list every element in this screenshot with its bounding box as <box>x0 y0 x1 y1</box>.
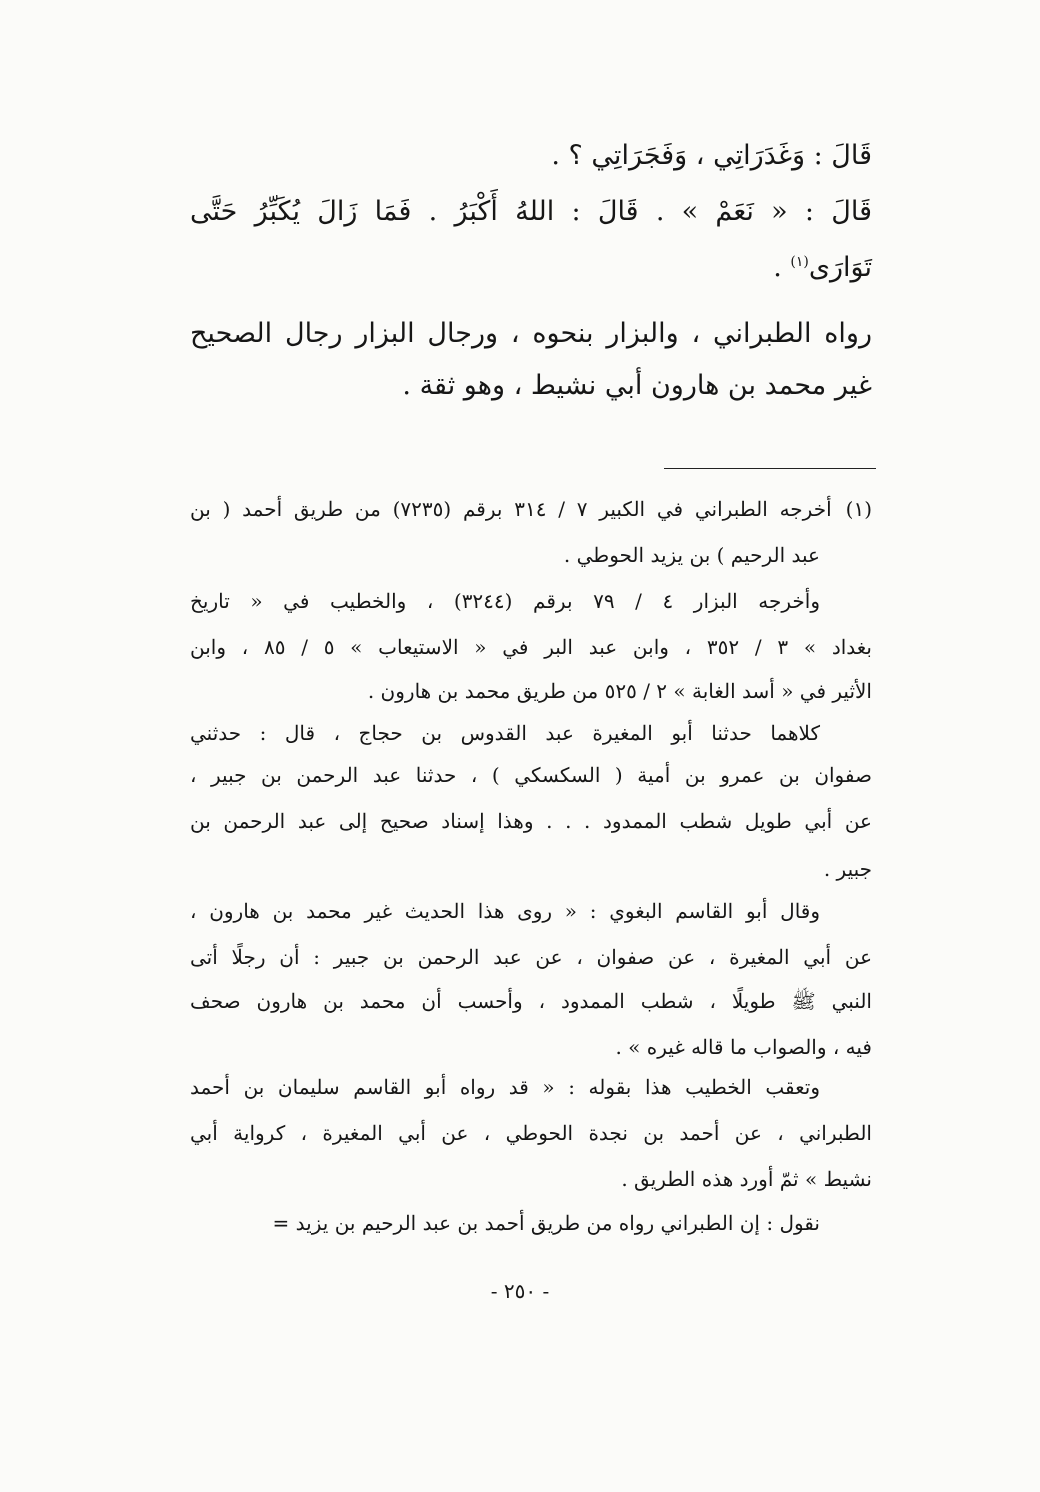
main-text-line-3-end: . <box>773 252 791 283</box>
footnote-line-17-text: نقول : إن الطبراني رواه من طريق أحمد بن عبد الرحيم بن يزيد <box>295 1211 820 1235</box>
main-text-line-2: قَالَ : « نَعَمْ » . قَالَ : اللهُ أَكْبَرُ . فَمَا زَالَ يُكَبِّرُ حَتَّى <box>190 196 872 227</box>
footnote-line-16: نشيط » ثمّ أورد هذه الطريق . <box>621 1167 872 1191</box>
continuation-mark: = <box>272 1211 290 1235</box>
footnote-line-15: الطبراني ، عن أحمد بن نجدة الحوطي ، عن أبي المغيرة ، كرواية أبي <box>190 1121 872 1145</box>
footnote-line-4: بغداد » ٣ / ٣٥٢ ، وابن عبد البر في « الاستيعاب » ٥ / ٨٥ ، وابن <box>190 635 872 659</box>
footnote-line-13: فيه ، والصواب ما قاله غيره » . <box>615 1035 872 1059</box>
footnote-line-10: وقال أبو القاسم البغوي : « روى هذا الحديث غير محمد بن هارون ، <box>190 899 820 923</box>
footnote-line-6: كلاهما حدثنا أبو المغيرة عبد القدوس بن حجاج ، قال : حدثني <box>190 721 820 745</box>
main-text-line-4: رواه الطبراني ، والبزار بنحوه ، ورجال البزار رجال الصحيح <box>190 318 872 349</box>
footnote-marker: (١) <box>845 497 872 521</box>
footnote-reference: (١) <box>790 254 809 270</box>
footnote-separator <box>664 468 876 469</box>
main-text-line-5: غير محمد بن هارون أبي نشيط ، وهو ثقة . <box>402 370 872 401</box>
footnote-line-8: عن أبي طويل شطب الممدود . . . وهذا إسناد صحيح إلى عبد الرحمن بن <box>190 809 872 833</box>
main-text-line-1: قَالَ : وَغَدَرَاتِي ، وَفَجَرَاتِي ؟ . <box>551 140 872 171</box>
footnote-line-14: وتعقب الخطيب هذا بقوله : « قد رواه أبو القاسم سليمان بن أحمد <box>190 1075 820 1099</box>
footnote-line-5: الأثير في « أسد الغابة » ٢ / ٥٢٥ من طريق محمد بن هارون . <box>367 679 872 703</box>
main-text-line-3-word: تَوَارَى <box>808 252 872 283</box>
footnote-line-3: وأخرجه البزار ٤ / ٧٩ برقم (٣٢٤٤) ، والخطيب في « تاريخ <box>190 589 821 613</box>
footnote-line-2: عبد الرحيم ) بن يزيد الحوطي . <box>563 543 820 567</box>
footnote-line-17 <box>273 1206 820 1240</box>
footnote-line-1 <box>190 492 872 526</box>
footnote-line-9: جبير . <box>823 857 872 881</box>
footnote-line-7: صفوان بن عمرو بن أمية ( السكسكي ) ، حدثنا عبد الرحمن بن جبير ، <box>190 763 872 787</box>
footnote-line-12: النبي ﷺ طويلًا ، شطب الممدود ، وأحسب أن محمد بن هارون صحف <box>190 989 872 1013</box>
footnote-line-11: عن أبي المغيرة ، عن صفوان ، عن عبد الرحمن بن جبير : أن رجلًا أتى <box>190 945 872 969</box>
footnote-line-1-text: أخرجه الطبراني في الكبير ٧ / ٣١٤ برقم (٧٢٣٥) من طريق أحمد ( بن <box>190 497 832 521</box>
main-text-line-3 <box>773 248 872 288</box>
page-number: - ٢٥٠ - <box>490 1279 550 1303</box>
